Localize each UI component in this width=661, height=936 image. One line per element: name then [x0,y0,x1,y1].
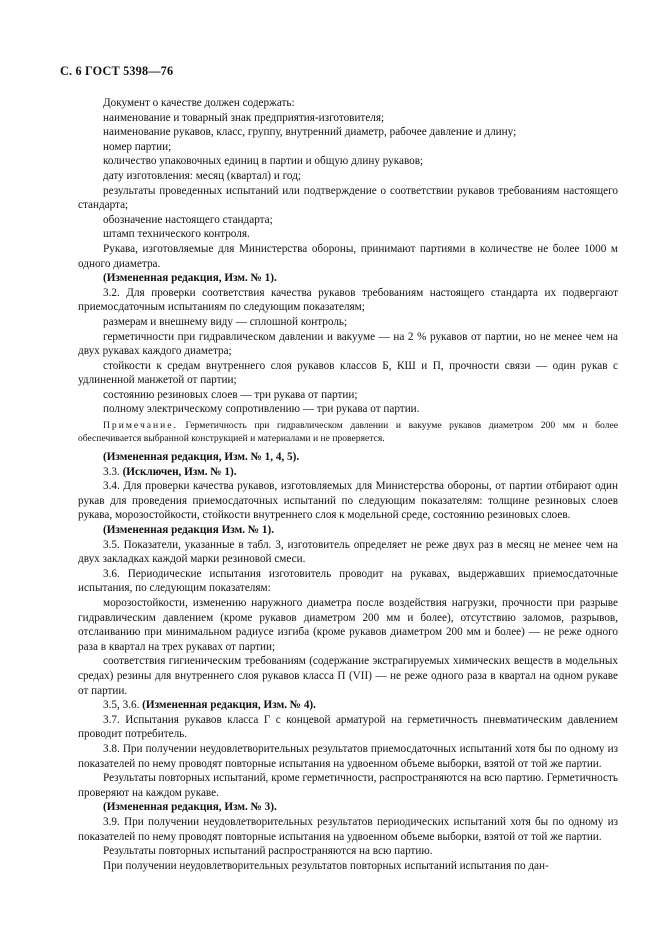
paragraph: наименование и товарный знак предприятия-изготовителя; [103,111,385,124]
paragraph: При получении неудовлетворительных результатов повторных испытаний испытания по дан- [103,859,549,872]
note-label: Примечание. [103,420,178,432]
paragraph: герметичности при гидравлическом давлении и вакууме — на 2 % рукавов от партии, но не менее чем на двух рукавах каждого диаметра; [78,330,618,358]
paragraph: дату изготовления: месяц (квартал) и год; [103,169,301,182]
paragraph: 3.5. Показатели, указанные в табл. 3, изготовитель определяет не реже двух раз в месяц не менее чем на двух закладках каждой марки резиновой смеси. [78,538,618,566]
paragraph: 3.9. При получении неудовлетворительных результатов периодических испытаний хотя бы по одному из показателей по нему проводят повторные испытания на удвоенном объеме выборки, взятой от той же партии. [78,815,618,843]
paragraph: 3.4. Для проверки качества рукавов, изготовляемых для Министерства обороны, от партии отбирают один рукав для проведения приемосдаточных испытаний по следующим показателям: толщине резиновых слоев рукава, морозостойкости, стойкости внутреннего слоя к модельной среде, состоянию резиновых слоев. [78,480,618,522]
paragraph: морозостойкости, изменению наружного диаметра после воздействия нагрузки, прочности при разрыве гидравлическим давлением (кроме рукавов диаметром 200 мм и более), отсутствию заломов, разрывов, отслаиванию при минимальном радиусе изгиба (кроме рукавов диаметром 200 мм и более) — не реже одного раза в квартал на трех рукавах от партии; [78,597,618,653]
paragraph [78,698,618,713]
paragraph: количество упаковочных единиц в партии и общую длину рукавов; [103,155,424,168]
paragraph: размерам и внешнему виду — сплошной контроль; [103,315,348,328]
paragraph: наименование рукавов, класс, группу, внутренний диаметр, рабочее давление и длину; [103,126,517,139]
clause-number: 3.3. [103,465,120,478]
paragraph: Документ о качестве должен содержать: [103,97,295,109]
paragraph: 3.6. Периодические испытания изготовитель проводит на рукавах, выдержавших приемосдаточные испытания, по следующим показателям: [78,567,618,595]
note-text: Герметичность при гидравлическом давлении и вакууме рукавов диаметром 200 мм и более обеспечивается выбранной конструкцией и материалами и не проверяется. [78,420,618,445]
amendment-note: (Исключен, Изм. № 1). [122,465,237,478]
paragraph: полному электрическому сопротивлению — три рукава от партии. [103,403,420,416]
amendment-note: (Измененная редакция, Изм. № 3). [103,801,277,814]
amendment-note: (Измененная редакция, Изм. № 4). [142,699,316,712]
paragraph: Результаты повторных испытаний распространяются на всю партию. [103,845,433,858]
paragraph: результаты проведенных испытаний или подтверждение о соответствии рукавов требованиям настоящего стандарта; [78,184,618,212]
paragraph: номер партии; [103,140,172,153]
amendment-note: (Измененная редакция, Изм. № 1). [103,272,277,285]
document-body [78,96,618,873]
amendment-note: (Измененная редакция Изм. № 1). [103,524,274,537]
paragraph: обозначение настоящего стандарта; [103,213,273,226]
note [78,419,618,445]
paragraph: состоянию резиновых слоев — три рукава от партии; [103,388,358,401]
paragraph: соответствия гигиеническим требованиям (содержание экстрагируемых химических веществ в модельных средах) резины для внутреннего слоя рукавов класса П (VII) — не реже одного раза в квартал на одном рукаве от партии. [78,655,618,697]
paragraph: Результаты повторных испытаний, кроме герметичности, распространяются на всю партию. Герметичность проверяют на каждом рукаве. [78,772,618,799]
amendment-note: (Измененная редакция, Изм. № 1, 4, 5). [103,451,300,464]
paragraph: 3.7. Испытания рукавов класса Г с концевой арматурой на герметичность пневматическим давлением проводит потребитель. [78,713,618,741]
clause-number: 3.5, 3.6. [103,699,140,712]
paragraph: штамп технического контроля. [103,228,250,241]
paragraph: 3.8. При получении неудовлетворительных результатов приемосдаточных испытаний хотя бы по одному из показателей по нему проводят повторные испытания на удвоенном объеме выборки, взятой от той же партии. [78,742,618,770]
paragraph [78,465,618,480]
paragraph: Рукава, изготовляемые для Министерства обороны, принимают партиями в количестве не более 1000 м одного диаметра. [78,242,618,270]
paragraph: стойкости к средам внутреннего слоя рукавов классов Б, КШ и П, прочности связи — один рукав с удлиненной манжетой от партии; [78,359,618,387]
paragraph: 3.2. Для проверки соответствия качества рукавов требованиям настоящего стандарта их подвергают приемосдаточным испытаниям по следующим показателям; [78,286,618,314]
page-header: С. 6 ГОСТ 5398—76 [60,64,174,78]
